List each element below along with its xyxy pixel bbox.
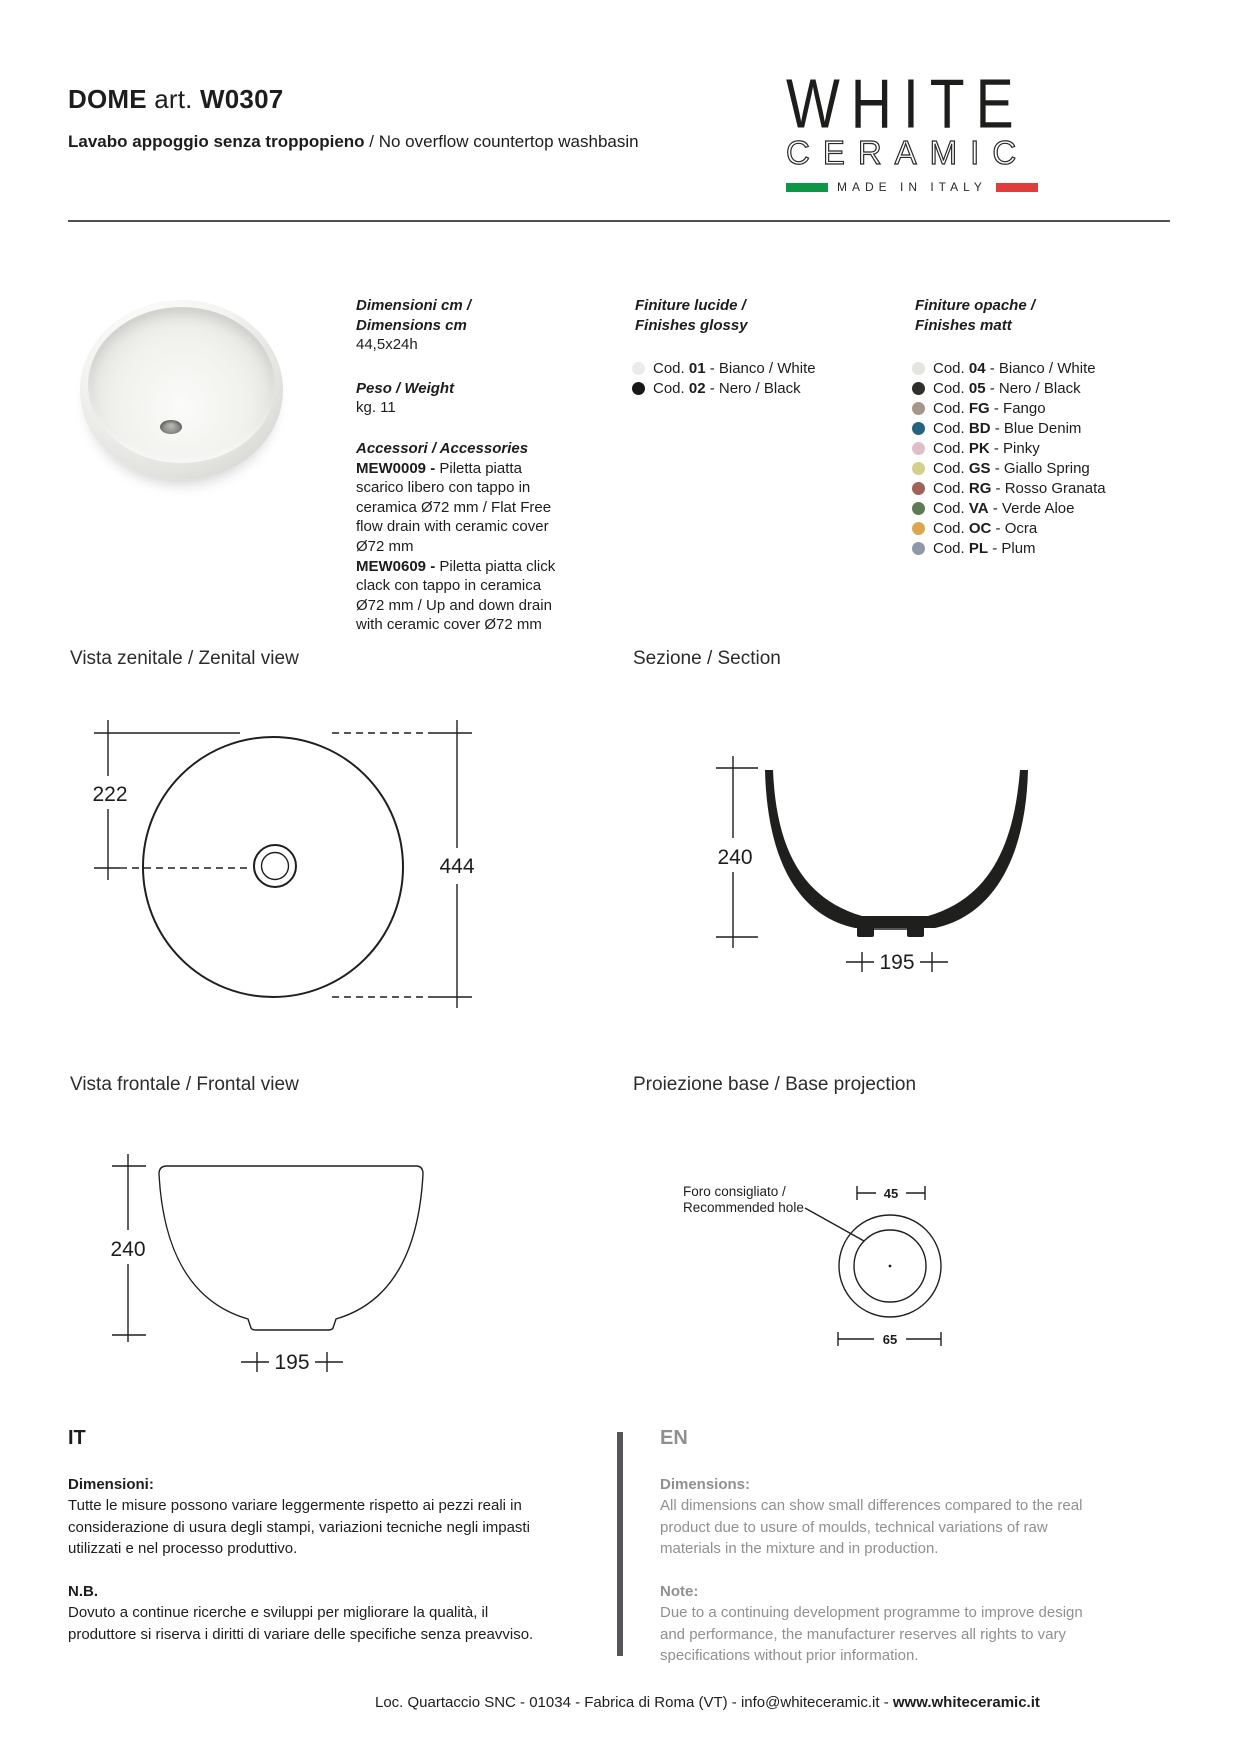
base-projection-drawing	[620, 1150, 1060, 1370]
base-circles	[839, 1215, 941, 1317]
color-swatch	[912, 382, 925, 395]
leader-line	[805, 1208, 864, 1241]
accessory-text: Piletta piatta scarico libero con tappo in ceramica Ø72 mm / Flat Free flow drain with ceramic cover Ø72 mm	[356, 459, 552, 555]
zenital-view-title: Vista zenitale / Zenital view	[70, 648, 299, 669]
page-title	[68, 84, 283, 115]
finish-swatch-row: Cod. PL - Plum	[912, 538, 1106, 558]
color-swatch	[912, 522, 925, 535]
flag-green-bar	[786, 183, 828, 192]
flag-red-bar	[996, 183, 1038, 192]
weight-label: Peso / Weight	[356, 379, 455, 397]
subtitle-it: Lavabo appoggio senza troppopieno	[68, 132, 365, 151]
finish-swatch-row: Cod. GS - Giallo Spring	[912, 458, 1106, 478]
outer-dimension	[838, 1332, 941, 1347]
basin-front-outline	[159, 1166, 423, 1330]
bowl-drain	[160, 420, 182, 434]
en-column-divider	[617, 1432, 623, 1656]
notes-english	[660, 1428, 1106, 1688]
section-drawing	[700, 740, 1080, 990]
art-code: W0307	[200, 84, 284, 114]
dim-45: 45	[883, 1186, 899, 1201]
en-note-heading: Note:	[660, 1582, 699, 1600]
color-swatch	[912, 542, 925, 555]
finish-swatch-row: Cod. RG - Rosso Granata	[912, 478, 1106, 498]
finish-swatch-row: Cod. VA - Verde Aloe	[912, 498, 1106, 518]
basin-top-outline	[143, 737, 403, 997]
en-dimensions-heading: Dimensions:	[660, 1475, 751, 1493]
dim-240: 240	[717, 846, 753, 869]
finish-swatch-row: Cod. 05 - Nero / Black	[912, 378, 1106, 398]
logo-wordmark: WHITE	[786, 65, 1025, 144]
height-dimension	[716, 756, 758, 948]
accessory-text: Piletta piatta click clack con tappo in ceramica Ø72 mm / Up and down drain with ceramic cover Ø72 mm	[356, 557, 556, 634]
finish-swatch-row: Cod. BD - Blue Denim	[912, 418, 1106, 438]
finishes-matt-title: Finiture opache / Finishes matt	[915, 297, 1036, 334]
subtitle-en: / No overflow countertop washbasin	[364, 132, 639, 151]
lang-label-it: IT	[68, 1427, 86, 1449]
dimensions-label-it: Dimensioni cm /	[356, 297, 472, 314]
accessories-label: Accessori / Accessories	[356, 439, 529, 457]
base-width-dimension	[241, 1351, 343, 1374]
dim-65: 65	[882, 1332, 898, 1347]
art-label: art.	[146, 84, 201, 114]
it-dimensions-text: Tutte le misure possono variare leggermente rispetto ai pezzi reali in considerazione di usura degli stampi, variazioni tecniche negli impasti utilizzati e nel processo produttivo.	[68, 1497, 530, 1557]
basin-section-wall	[765, 770, 1028, 937]
dim-195: 195	[274, 1351, 310, 1374]
frontal-drawing	[60, 1130, 540, 1380]
finishes-glossy-title: Finiture lucide / Finishes glossy	[635, 297, 748, 334]
en-note-text: Due to a continuing development programme to improve design and performance, the manufacturer reserves all rights to vary specifications without prior information.	[660, 1604, 1083, 1664]
finish-swatch-row: Cod. FG - Fango	[912, 398, 1106, 418]
footer-address: Loc. Quartaccio SNC - 01034 - Fabrica di Roma (VT) - info@whiteceramic.it - www.whiteceramic.it	[375, 1694, 1040, 1711]
header-divider	[68, 220, 1170, 222]
finish-swatch-row: Cod. 01 - Bianco / White	[632, 358, 816, 378]
dim-222: 222	[92, 783, 128, 806]
dimensions-label-en: Dimensions cm	[356, 316, 467, 334]
product-subtitle	[68, 132, 639, 152]
section-view-title: Sezione / Section	[633, 648, 781, 669]
color-swatch	[912, 402, 925, 415]
en-dimensions-text: All dimensions can show small differences compared to the real product due to usure of moulds, technical variations of raw materials in the mixture and in production.	[660, 1497, 1083, 1557]
lang-label-en: EN	[660, 1427, 688, 1449]
website-link: www.whiteceramic.it	[892, 1694, 1040, 1711]
it-nb-text: Dovuto a continue ricerche e sviluppi per migliorare la qualità, il produttore si riserva i diritti di variare delle specifiche senza preavviso.	[68, 1604, 534, 1643]
color-swatch	[632, 382, 645, 395]
bowl-opening	[88, 307, 275, 463]
recommended-hole-note: Foro consigliato / Recommended hole	[683, 1184, 804, 1215]
weight-value: kg. 11	[356, 399, 396, 417]
specs-column	[356, 296, 570, 635]
height-dimension	[110, 1154, 146, 1342]
color-swatch	[912, 462, 925, 475]
finish-swatch-row: Cod. 02 - Nero / Black	[632, 378, 816, 398]
it-dimensions-heading: Dimensioni:	[68, 1475, 154, 1493]
notes-italian	[68, 1428, 550, 1666]
accessory-item	[356, 557, 570, 635]
color-swatch	[912, 482, 925, 495]
base-projection-title: Proiezione base / Base projection	[633, 1074, 917, 1095]
finishes-glossy-list	[632, 358, 816, 398]
color-swatch	[632, 362, 645, 375]
accessory-item	[356, 459, 570, 557]
finishes-matt-list	[912, 358, 1106, 558]
logo-subword: CERAMIC	[786, 134, 1030, 171]
color-swatch	[912, 442, 925, 455]
it-nb-heading: N.B.	[68, 1582, 98, 1600]
made-in-italy-label: MADE IN ITALY	[837, 180, 987, 194]
color-swatch	[912, 422, 925, 435]
zenital-drawing	[60, 690, 540, 1020]
finish-swatch-row: Cod. PK - Pinky	[912, 438, 1106, 458]
hole-dimension	[857, 1186, 925, 1201]
finish-swatch-row: Cod. OC - Ocra	[912, 518, 1106, 538]
dim-240: 240	[110, 1238, 146, 1261]
dim-444: 444	[439, 855, 475, 878]
frontal-view-title: Vista frontale / Frontal view	[70, 1074, 299, 1095]
finish-swatch-row: Cod. 04 - Bianco / White	[912, 358, 1106, 378]
color-swatch	[912, 502, 925, 515]
color-swatch	[912, 362, 925, 375]
product-name: DOME	[68, 84, 147, 114]
product-photo	[80, 300, 285, 484]
dimensions-value: 44,5x24h	[356, 336, 418, 354]
accessory-code: MEW0609 -	[356, 557, 440, 575]
base-width-dimension	[846, 951, 948, 974]
made-in-italy	[786, 180, 1038, 194]
dim-195: 195	[879, 951, 915, 974]
brand-logo	[786, 65, 1038, 194]
accessory-code: MEW0009 -	[356, 459, 440, 477]
